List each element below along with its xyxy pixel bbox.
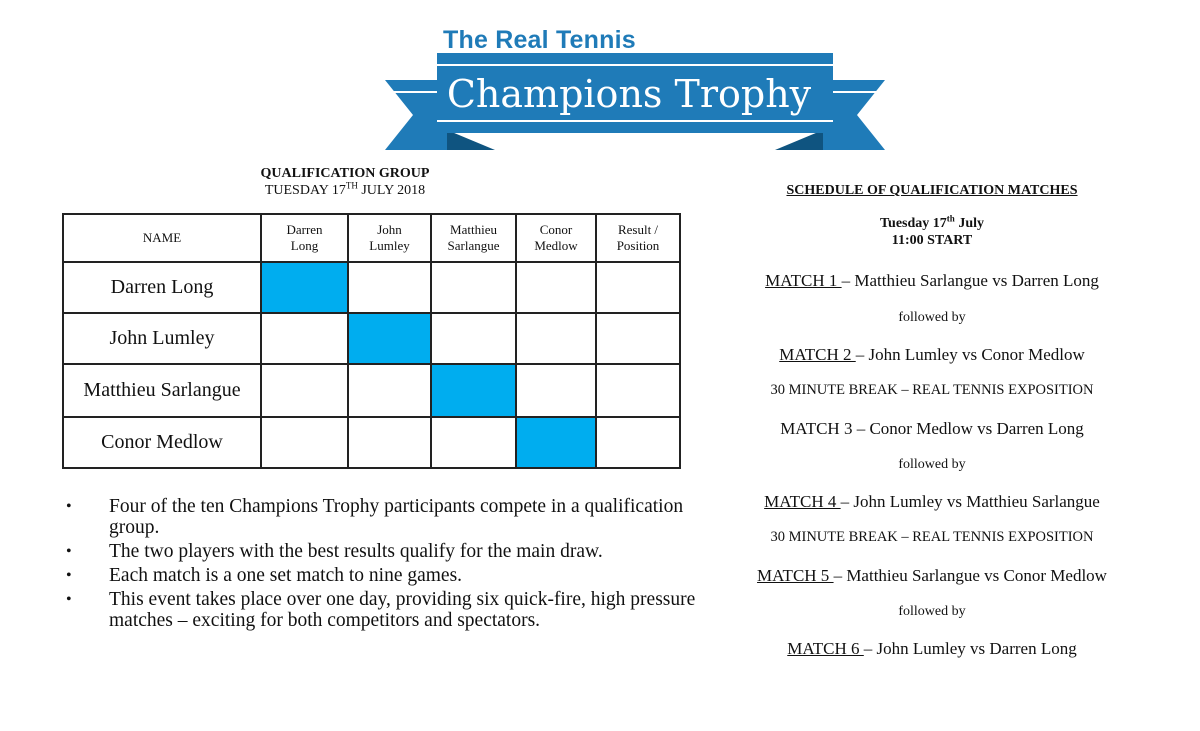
- schedule-date: [732, 215, 1132, 249]
- schedule-start: 11:00 START: [891, 233, 973, 248]
- qualification-table: [62, 213, 681, 469]
- player-name: Conor Medlow: [63, 417, 261, 468]
- match-label: MATCH 6: [787, 639, 864, 658]
- table-row: [63, 417, 680, 468]
- match-text: – John Lumley vs Conor Medlow: [855, 345, 1085, 364]
- match-label: MATCH 5: [757, 566, 834, 585]
- table-cell: [596, 417, 680, 468]
- list-item: • The two players with the best results qualify for the main draw.: [66, 541, 706, 562]
- player-name: Matthieu Sarlangue: [63, 364, 261, 417]
- table-row: [63, 313, 680, 364]
- table-cell: [431, 313, 516, 364]
- schedule-month: July: [954, 216, 984, 231]
- group-title: QUALIFICATION GROUP: [260, 166, 430, 181]
- player-name: John Lumley: [63, 313, 261, 364]
- schedule-panel: [732, 180, 1132, 658]
- group-date-rest: JULY 2018: [357, 183, 426, 198]
- player-name: Darren Long: [63, 262, 261, 313]
- blocked-cell: [348, 313, 431, 364]
- column-header: Result / Position: [596, 214, 680, 262]
- schedule-day-sup: th: [946, 213, 955, 224]
- match-2: [732, 345, 1132, 365]
- name-header: NAME: [63, 214, 261, 262]
- list-item: • Each match is a one set match to nine games.: [66, 565, 706, 586]
- match-5: [732, 566, 1132, 586]
- table-cell: [431, 262, 516, 313]
- match-text: – John Lumley vs Darren Long: [863, 639, 1077, 658]
- break-label: 30 MINUTE BREAK – REAL TENNIS EXPOSITION: [770, 529, 1094, 545]
- table-cell: [261, 313, 348, 364]
- notes-list: [66, 496, 706, 634]
- match-label: MATCH 1: [765, 271, 842, 290]
- table-cell: [348, 262, 431, 313]
- table-cell: [516, 313, 596, 364]
- table-cell: [596, 313, 680, 364]
- blocked-cell: [261, 262, 348, 313]
- match-3: [732, 419, 1132, 439]
- banner-subtitle: The Real Tennis: [443, 26, 636, 54]
- match-4: [732, 492, 1132, 512]
- table-cell: [596, 262, 680, 313]
- followed-by: followed by: [898, 604, 966, 619]
- schedule-title: SCHEDULE OF QUALIFICATION MATCHES: [786, 183, 1078, 198]
- match-label: MATCH 3: [780, 419, 853, 438]
- table-row: [63, 364, 680, 417]
- group-heading: [190, 165, 500, 199]
- group-date: [190, 182, 500, 199]
- table-cell: [516, 364, 596, 417]
- match-1: [732, 271, 1132, 291]
- table-cell: [348, 417, 431, 468]
- match-label: MATCH 4: [764, 492, 841, 511]
- match-text: – Conor Medlow vs Darren Long: [852, 419, 1084, 438]
- table-cell: [516, 262, 596, 313]
- column-header: Conor Medlow: [516, 214, 596, 262]
- list-item: • Four of the ten Champions Trophy participants compete in a qualification group.: [66, 496, 706, 538]
- schedule-day: Tuesday 17: [880, 216, 947, 231]
- column-header: John Lumley: [348, 214, 431, 262]
- match-label: MATCH 2: [779, 345, 856, 364]
- blocked-cell: [516, 417, 596, 468]
- table-cell: [261, 417, 348, 468]
- logo-banner: [385, 20, 885, 160]
- match-text: – John Lumley vs Matthieu Sarlangue: [840, 492, 1100, 511]
- followed-by: followed by: [898, 457, 966, 472]
- column-header: Darren Long: [261, 214, 348, 262]
- column-header: Matthieu Sarlangue: [431, 214, 516, 262]
- table-cell: [348, 364, 431, 417]
- table-cell: [431, 417, 516, 468]
- table-row: [63, 262, 680, 313]
- list-item: • This event takes place over one day, providing six quick-fire, high pressure matches – exciting for both competitors and spectators.: [66, 589, 706, 631]
- table-cell: [261, 364, 348, 417]
- blocked-cell: [431, 364, 516, 417]
- banner-title: Champions Trophy: [446, 72, 812, 116]
- group-date-sup: TH: [345, 180, 358, 191]
- match-text: – Matthieu Sarlangue vs Darren Long: [841, 271, 1099, 290]
- table-cell: [596, 364, 680, 417]
- break-label: 30 MINUTE BREAK – REAL TENNIS EXPOSITION: [770, 382, 1094, 398]
- match-text: – Matthieu Sarlangue vs Conor Medlow: [833, 566, 1107, 585]
- match-6: [732, 639, 1132, 659]
- followed-by: followed by: [898, 310, 966, 325]
- table-header-row: [63, 214, 680, 262]
- group-date-day: TUESDAY 17: [264, 183, 346, 198]
